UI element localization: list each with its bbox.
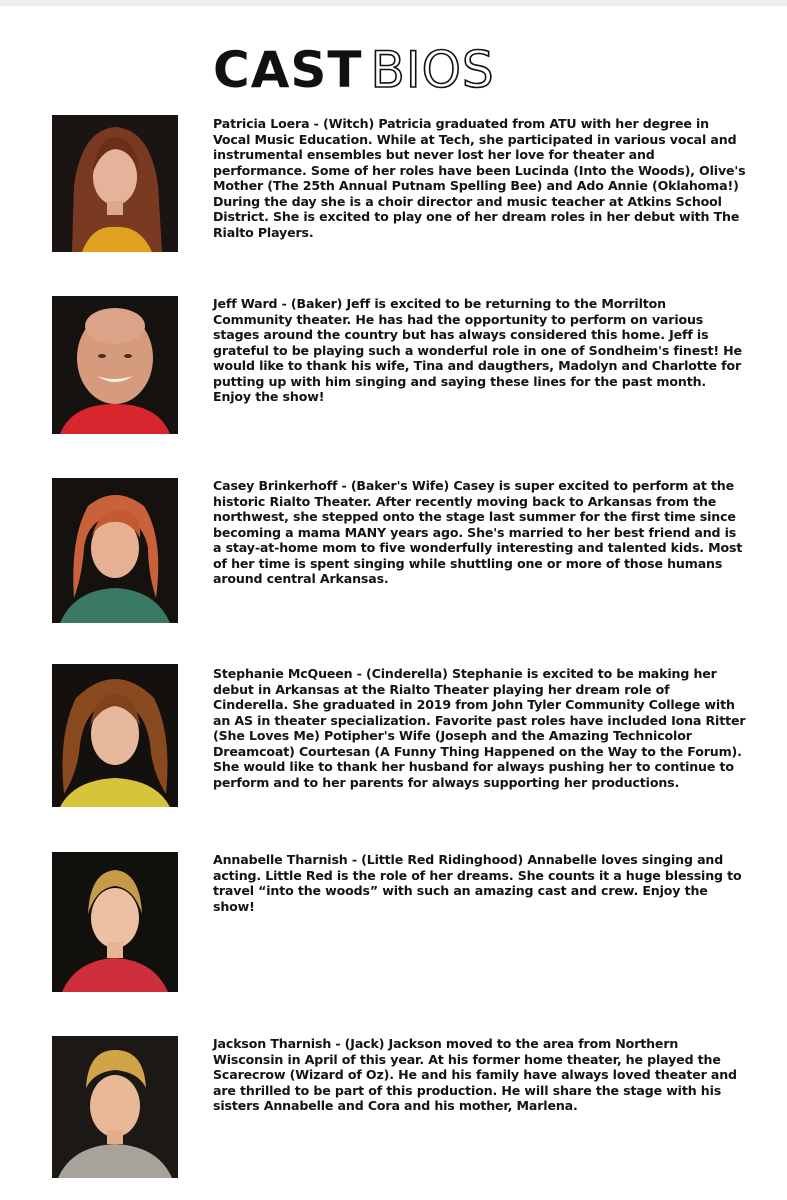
bio-text: Jackson Tharnish - (Jack) Jackson moved to the area from Northern Wisconsin in April of this year. At his former home theater, he played the Scarecrow (Wizard of Oz). He and his family have always loved theater and are thrilled to be part of this production. He will share the stage with his sisters Annabelle and Cora and his mother, Marlena. [213,1036,737,1113]
headshot-photo [52,1036,178,1178]
headshot-photo [52,852,178,992]
bio-text: Annabelle Tharnish - (Little Red Ridinghood) Annabelle loves singing and acting. Little Red is the role of her dreams. She counts it a huge blessing to travel “into the woods” with such an amazing cast and crew. Enjoy the show! [213,852,742,914]
headshot-photo [52,115,178,252]
bio-text: Patricia Loera - (Witch) Patricia graduated from ATU with her degree in Vocal Music Education. While at Tech, she participated in various vocal and instrumental ensembles but never lost her love for theater and performance. Some of her roles have been Lucinda (Into the Woods), Olive's Mother (The 25th Annual Putnam Spelling Bee) and Ado Annie (Oklahoma!) During the day she is a choir director and music teacher at Atkins School District. She is excited to play one of her dream roles in her debut with The Rialto Players. [213,116,746,240]
bio-text: Jeff Ward - (Baker) Jeff is excited to be returning to the Morrilton Community theater. He has had the opportunity to perform on various stages around the country but has always considered this home. Jeff is grateful to be playing such a wonderful role in one of Sondheim's finest! He would like to thank his wife, Tina and daugthers, Madolyn and Charlotte for putting up with him singing and saying these lines for the past month. Enjoy the show! [213,296,742,404]
page-title [213,42,495,98]
top-border [0,0,787,6]
headshot-photo [52,664,178,807]
title-bios: BIOS [370,41,495,99]
bio-text: Casey Brinkerhoff - (Baker's Wife) Casey is super excited to perform at the historic Rialto Theater. After recently moving back to Arkansas from the northwest, she stepped onto the stage last summer for the first time since becoming a mama MANY years ago. She's married to her best friend and is a stay-at-home mom to five wonderfully interesting and talented kids. Most of her time is spent singing while shuttling one or more of those humans around central Arkansas. [213,478,743,586]
headshot-photo [52,478,178,623]
headshot-photo [52,296,178,434]
title-cast: CAST [213,41,363,99]
bio-text: Stephanie McQueen - (Cinderella) Stephanie is excited to be making her debut in Arkansas at the Rialto Theater playing her dream role of Cinderella. She graduated in 2019 from John Tyler Community College with an AS in theater specialization. Favorite past roles have included Iona Ritter (She Loves Me) Potipher's Wife (Joseph and the Amazing Technicolor Dreamcoat) Courtesan (A Funny Thing Happened on the Way to the Forum). She would like to thank her husband for always pushing her to continue to perform and to her parents for always supporting her productions. [213,666,746,790]
